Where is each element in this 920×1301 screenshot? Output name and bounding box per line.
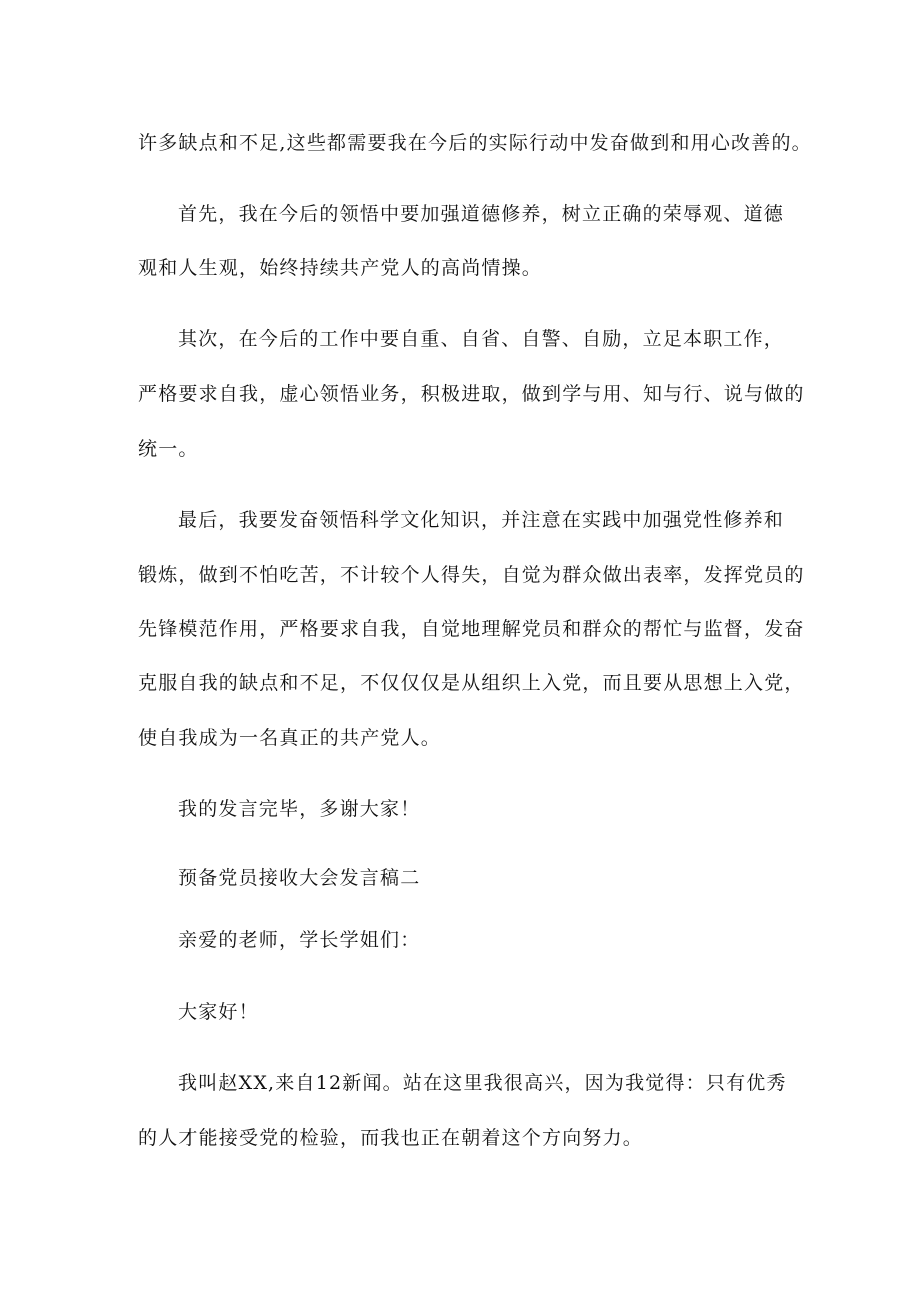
text-line: 克服自我的缺点和不足，不仅仅仅是从组织上入党，而且要从思想上入党，: [138, 672, 805, 694]
text-line: 锻炼，做到不怕吃苦，不计较个人得失，自觉为群众做出表率，发挥党员的: [138, 564, 805, 586]
text-line: 我叫赵XX,来自12新闻。站在这里我很高兴，因为我觉得：只有优秀: [178, 1072, 787, 1094]
text-line: 的人才能接受党的检验，而我也正在朝着这个方向努力。: [138, 1127, 644, 1149]
text-line: 严格要求自我，虚心领悟业务，积极进取，做到学与用、知与行、说与做的: [138, 383, 805, 405]
section-title: 预备党员接收大会发言稿二: [178, 867, 421, 889]
text-line: 许多缺点和不足,这些都需要我在今后的实际行动中发奋做到和用心改善的。: [138, 132, 812, 154]
text-line: 使自我成为一名真正的共产党人。: [138, 727, 442, 749]
text-line: 最后，我要发奋领悟科学文化知识，并注意在实践中加强党性修养和: [178, 509, 785, 531]
text-line: 统一。: [138, 438, 199, 460]
greeting: 大家好！: [178, 1001, 259, 1023]
text-line: 我的发言完毕，多谢大家！: [178, 798, 421, 820]
text-line: 观和人生观，始终持续共产党人的高尚情操。: [138, 257, 543, 279]
text-line: 首先，我在今后的领悟中要加强道德修养，树立正确的荣辱观、道德: [178, 203, 785, 225]
text-line: 先锋模范作用，严格要求自我，自觉地理解党员和群众的帮忙与监督，发奋: [138, 618, 805, 640]
salutation: 亲爱的老师，学长学姐们：: [178, 929, 421, 951]
text-line: 其次，在今后的工作中要自重、自省、自警、自励，立足本职工作，: [178, 328, 785, 350]
